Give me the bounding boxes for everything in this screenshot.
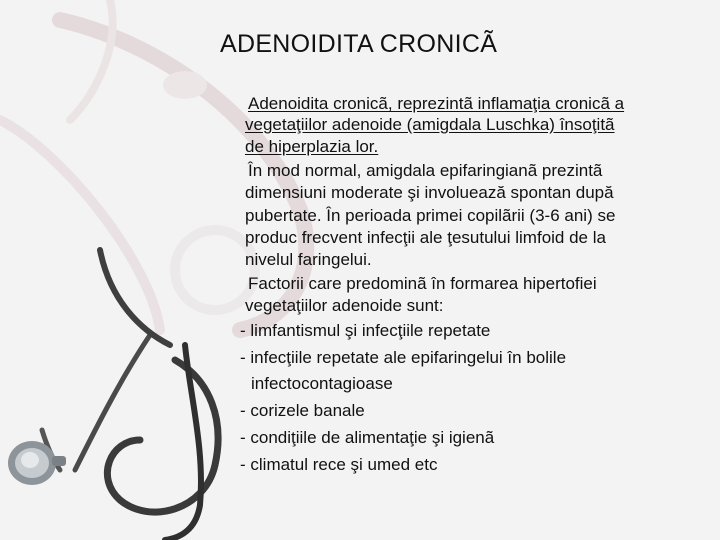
body-line: Factorii care predominã în formarea hipertofiei <box>248 274 597 293</box>
body-line: vegetaţiilor adenoide sunt: <box>245 296 444 315</box>
bullet-item: - climatul rece şi umed etc <box>240 455 438 474</box>
body-line: Adenoidita cronicã, reprezintã inflamaţia cronicã a <box>248 94 625 113</box>
body-line: pubertate. În perioada primei copilãrii (3-6 ani) se <box>245 206 616 225</box>
bullet-item: - infecţiile repetate ale epifaringelui în bolile <box>240 348 567 367</box>
bullet-item: infectocontagioase <box>251 374 393 393</box>
body-line: În mod normal, amigdala epifaringianã prezintã <box>248 161 603 180</box>
body-line: nivelul faringelui. <box>245 250 372 269</box>
slide-title: ADENOIDITA CRONICÃ <box>220 30 498 58</box>
bullet-item: - corizele banale <box>240 401 365 420</box>
bullet-item: - condiţiile de alimentaţie şi igienã <box>240 428 495 447</box>
body-line: de hiperplazia lor. <box>245 137 379 156</box>
body-line: vegetaţiilor adenoide (amigdala Luschka) însoţitã <box>245 115 615 134</box>
body-line: produc frecvent infecţii ale ţesutului limfoid de la <box>245 228 606 247</box>
body-line: dimensiuni moderate şi involuează spontan după <box>245 183 614 202</box>
bullet-item: - limfantismul şi infecţiile repetate <box>240 321 491 340</box>
